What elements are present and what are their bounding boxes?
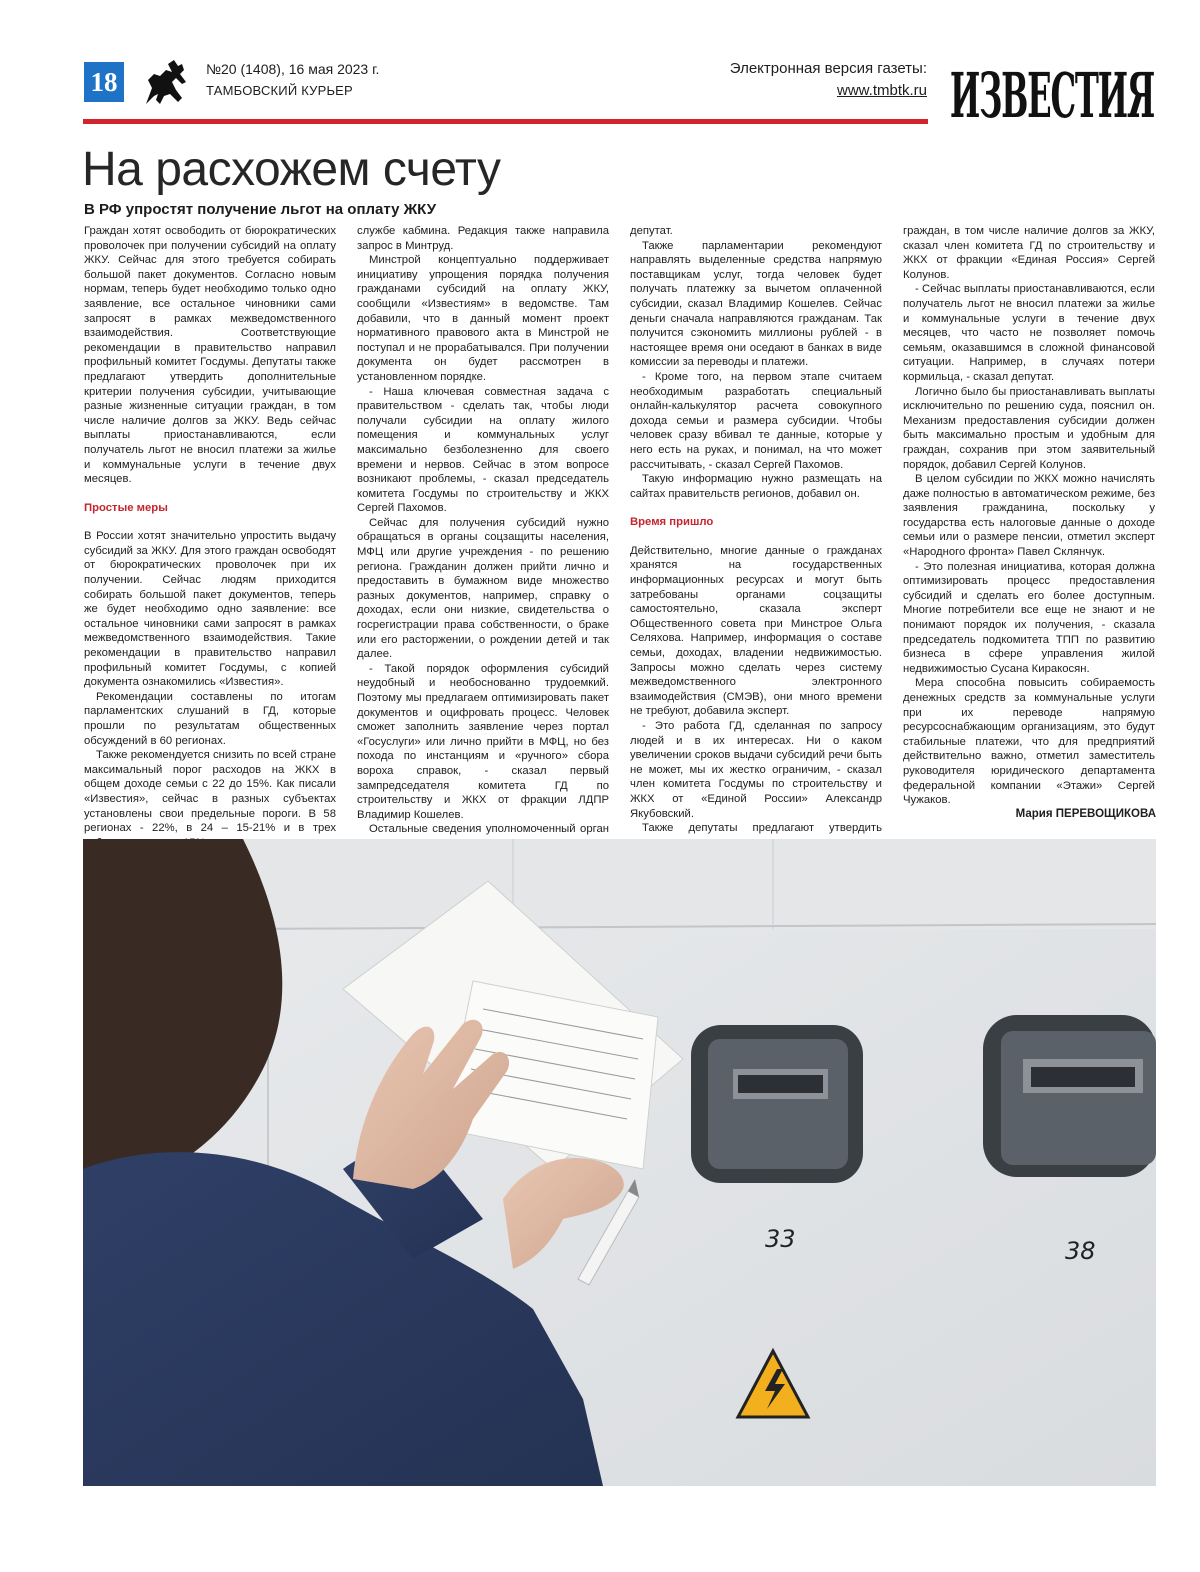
header-rule (83, 119, 928, 124)
paragraph: Действительно, многие данные о гражданах хранятся на государственных информационных ресурсах и могут быть затребованы органами соцзащиты самостоятельно, сказала эксперт Общественного совета при Минстрое Ольга Селяхова. Например, информация о составе семьи, доходах, владении недвижимостью. Запросы можно сделать через систему межведомственного электронного взаимодействия (СМЭВ), они много времени не требуют, добавила эксперт. (630, 544, 882, 718)
paragraph: В России хотят значительно упростить выдачу субсидий за ЖКУ. Для этого граждан освободят от бюрократических проволочек при их получении. Сейчас людям приходится собирать большой пакет документов, теперь же будет необходимо одно заявление: все остальное чиновники сами запросят в рамках межведомственного взаимодействия. Такие рекомендации в правительство направил профильный комитет Госдумы, с копией документа ознакомились «Известия». (84, 530, 336, 689)
paper-name: ТАМБОВСКИЙ КУРЬЕР (206, 83, 353, 98)
paragraph: Рекомендации составлены по итогам парламентских слушаний в ГД, которые прошли по результатам общественных обсуждений в 60 регионах. (84, 690, 336, 747)
paragraph: Также рекомендуется снизить по всей стране максимальный порог расходов на ЖКХ в общем доходе семьи с 22 до 15%. Как писали «Известия», сейчас в разных субъектах установлены свои предельные пороги. В 58 регионах - 22%, в 24 – 15-21% и в трех (84, 749, 336, 835)
izvestia-logo: ИЗВЕСТИЯ (949, 60, 1155, 133)
paragraph: В целом субсидии по ЖКХ можно начислять даже полностью в автоматическом режиме, без заявления гражданина, поскольку у государства есть налоговые данные о доходе семьи или о размере пенсии, отметил эксперт «Народного фронта» Павел Склянчук. (903, 473, 1155, 559)
section-heading: Время пришло (630, 516, 714, 529)
paragraph: - Сейчас выплаты приостанавливаются, если получатель льгот не вносил платежи за жилье и коммунальные услуги в течение двух месяцев, что часто не позволяет помочь семьям, оказавшимся в сложной финансовой ситуации. Например, в случаях потери кормильца, - сказал депутат. (903, 283, 1155, 383)
paragraph: Сейчас для получения субсидий нужно обращаться в органы соцзащиты населения, МФЦ или другие учреждения - по решению региона. Гражданин должен прийти лично и предоставить в бумажном виде множество разных документов, например, справку о доходах, если они низкие, свидетельства о госрегистрации права собственности, о браке или его расторжении, о рождении детей и так далее. (357, 516, 609, 661)
paragraph: - Кроме того, на первом этапе считаем необходимым разработать специальный онлайн-калькулятор расчета совокупного дохода семьи и размера субсидии. Чтобы человек сразу вбивал те данные, которые у него есть на руках, и понимал, на что может рассчитывать, - сказал Сергей Пахомов. (630, 370, 882, 471)
section-heading: Простые меры (84, 501, 168, 514)
text-column-2 (357, 224, 609, 836)
paragraph: Минстрой концептуально поддерживает инициативу упрощения порядка получения гражданами субсидий на оплату ЖКУ, сообщили «Известиям» в ведомстве. Там добавили, что в данный момент проект нормативного правового акта в Минстрой не поступал и не прорабатывался. При получении документа он будет рассмотрен в установленном порядке. (357, 254, 609, 383)
article-photo (83, 839, 1156, 1486)
paragraph: Логично было бы приостанавливать выплаты исключительно по решению суда, пояснил он. Механизм предоставления субсидии должен быть максимально простым и удобным для граждан, сохранив при этом заявительный порядок, добавил Сергей Колунов. (903, 385, 1155, 471)
paragraph: службе кабмина. Редакция также направила запрос в Минтруд. (357, 225, 609, 252)
meter-window-2 (983, 1015, 1156, 1177)
paragraph: - Это полезная инициатива, которая должна оптимизировать процесс предоставления субсидий и сделать его более доступным. Многие потребители все еще не знают и не понимают порядок их получения, - сказала председатель подкомитета ТПП по развитию бизнеса в сфере управления жилой недвижимостью Сусана Киракосян. (903, 560, 1155, 675)
paragraph: Также депутаты предлагают утвердить (642, 822, 882, 835)
issue-info: №20 (1408), 16 мая 2023 г. (206, 61, 380, 77)
page-number-badge: 18 (84, 62, 124, 102)
text-column-4 (903, 224, 1155, 824)
paragraph: депутат. (630, 225, 673, 237)
meter-window-1 (691, 1025, 863, 1183)
paragraph: Граждан хотят освободить от бюрократических проволочек при получении субсидий на оплату ЖКУ. Сейчас для этого требуется собирать большой пакет документов. Согласно новым нормам, теперь будет необходимо только одно заявление, все остальное чиновники сами запросят в рамках межведомственного взаимодействия. Соответствующие рекомендации в правительство направил профильный комитет Госдумы. Депутаты также предлагают утвердить дополнительные критерии получения субсидии, учитывающие разные жизненные ситуации граждан, в том числе наличие долгов за ЖКУ. Ведь сейчас выплаты приостанавливаются, если получатель льгот не вносил платежи за жилье и коммунальные услуги в течение двух месяцев. (84, 225, 336, 486)
paragraph: - Наша ключевая совместная задача с правительством - сделать так, чтобы люди получали субсидии на оплату жилого помещения и коммунальных услуг максимально безболезненно для своего времени и нервов. Сейчас в этом вопросе возникают проблемы, - сказал председатель комитета Госдумы по строительству и ЖКХ Сергей Пахомов. (357, 385, 609, 515)
paragraph: - Такой порядок оформления субсидий неудобный и необоснованно трудоемкий. Поэтому мы предлагаем оптимизировать пакет документов и оцифровать процесс. Человек сможет заполнить заявление через портал «Госуслуги» или лично прийти в МФЦ, но без похода по инстанциям и «ручного» сбора вороха справок, - сказал первый зампредседателя комитета ГД по строительству и ЖКХ от фракции ЛДПР Владимир Кошелев. (357, 662, 609, 821)
article-subhead: В РФ упростят получение льгот на оплату ЖКУ (84, 201, 437, 218)
meter-label-2: 38 (1065, 1237, 1096, 1265)
paragraph: Остальные сведения уполномоченный орган (369, 823, 609, 836)
text-column-1 (84, 224, 336, 835)
horse-rider-logo-icon (138, 58, 192, 108)
author-byline: Мария ПЕРЕВОЩИКОВА (1015, 808, 1156, 820)
meter-label-1: 33 (765, 1225, 796, 1253)
paragraph: Также парламентарии рекомендуют направлять выделенные средства напрямую поставщикам услуг, тогда человек будет получать платежку за вычетом оплаченной субсидии, сказал Владимир Кошелев. Сейчас деньги сначала направляются гражданам. Так получится сэкономить миллионы рублей - в настоящее время они оседают в банках в виде комиссии за переводы и платежи. (630, 239, 882, 369)
article-headline: На расхожем счету (82, 143, 501, 196)
paragraph: Такую информацию нужно размещать на сайтах правительств регионов, добавил он. (630, 473, 882, 500)
paragraph: - Это работа ГД, сделанная по запросу людей и в их интересах. Ни о каком увеличении сроков выдачи субсидий речи быть не может, мы их жестко ограничим, - сказал член комитета Госдумы по строительству и ЖКХ от «Единой России» Александр Якубовский. (630, 720, 882, 820)
site-link[interactable]: www.tmbtk.ru (836, 82, 927, 99)
paragraph: граждан, в том числе наличие долгов за ЖКУ, сказал член комитета ГД по строительству и ЖКХ от фракции «Единая Россия» Сергей Колунов. (903, 225, 1155, 281)
electronic-version-label: Электронная версия газеты: (729, 60, 927, 77)
text-column-3 (630, 224, 882, 835)
paragraph: Мера способна повысить собираемость денежных средств за коммунальные услуги при их переводе напрямую ресурсоснабжающим организациям, это будут стабильные платежи, что для предприятий действительно важно, отметил заместитель руководителя юридического департамента федеральной компании «Этажи» Сергей Чужаков. (903, 677, 1155, 807)
